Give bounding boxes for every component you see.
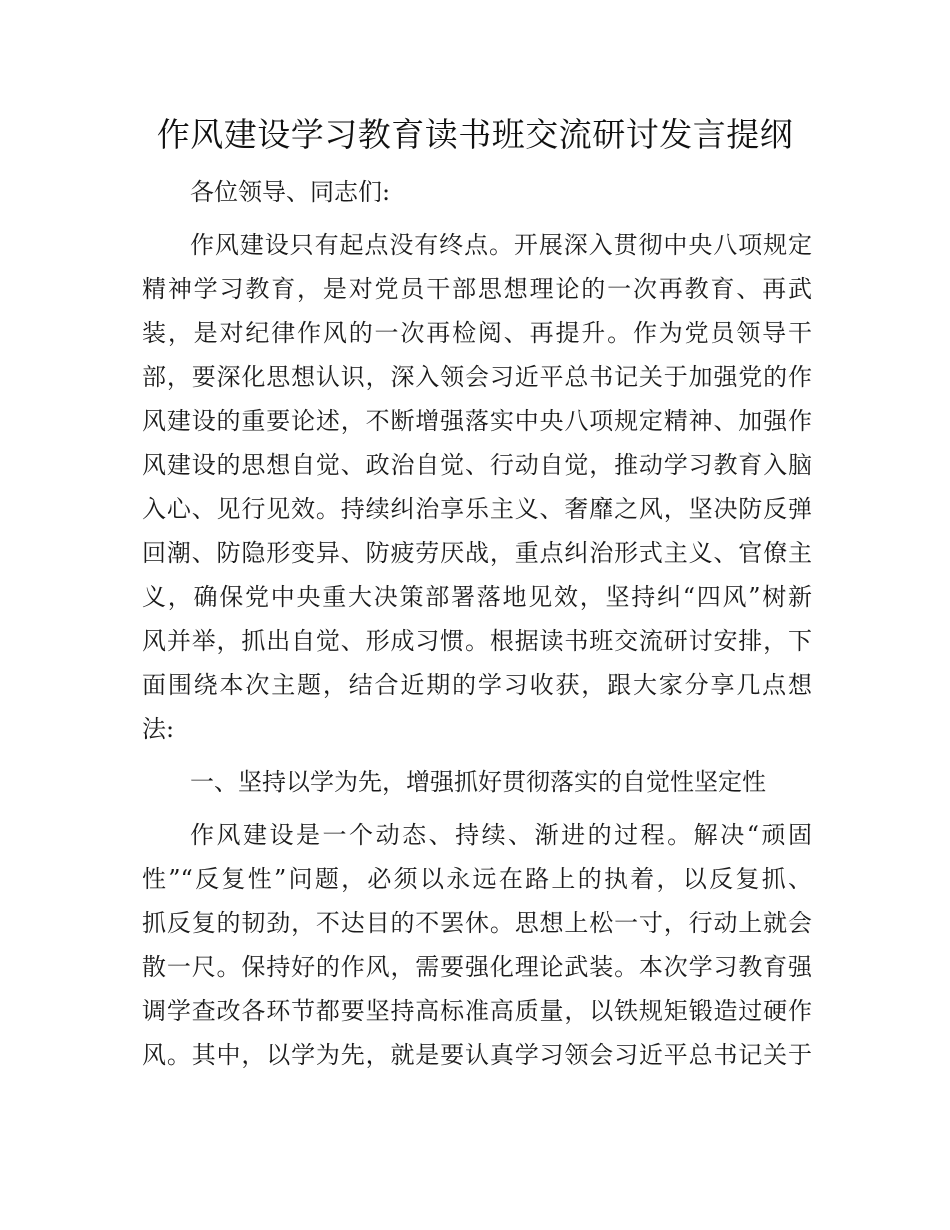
paragraph-line: 法: — [142, 715, 175, 743]
section-heading: 一、坚持以学为先，增强抓好贯彻落实的自觉性坚定性 — [190, 768, 766, 796]
paragraph-line: 调学查改各环节都要坚持高标准高质量，以铁规矩锻造过硬作 — [142, 997, 812, 1025]
paragraph-line: 散一尺。保持好的作风，需要强化理论武装。本次学习教育强 — [142, 953, 812, 981]
paragraph-line: 作风建设只有起点没有终点。开展深入贯彻中央八项规定 — [190, 231, 812, 259]
salutation: 各位领导、同志们: — [190, 178, 391, 206]
paragraph-line: 回潮、防隐形变异、防疲劳厌战，重点纠治形式主义、官僚主 — [142, 539, 812, 567]
paragraph-line: 面围绕本次主题，结合近期的学习收获，跟大家分享几点想 — [142, 671, 812, 699]
paragraph-line: 抓反复的韧劲，不达目的不罢休。思想上松一寸，行动上就会 — [142, 909, 812, 937]
paragraph-line: 风建设的重要论述，不断增强落实中央八项规定精神、加强作 — [142, 407, 812, 435]
paragraph-line: 部，要深化思想认识，深入领会习近平总书记关于加强党的作 — [142, 363, 812, 391]
paragraph-line: 作风建设是一个动态、持续、渐进的过程。解决“顽固 — [190, 821, 812, 849]
paragraph-line: 入心、见行见效。持续纠治享乐主义、奢靡之风，坚决防反弹 — [142, 495, 812, 523]
paragraph-line: 装，是对纪律作风的一次再检阅、再提升。作为党员领导干 — [142, 319, 812, 347]
paragraph-line: 义，确保党中央重大决策部署落地见效，坚持纠“四风”树新 — [142, 583, 812, 611]
document-title: 作风建设学习教育读书班交流研讨发言提纲 — [156, 115, 794, 154]
paragraph-line: 风并举，抓出自觉、形成习惯。根据读书班交流研讨安排，下 — [142, 627, 812, 655]
paragraph-line: 风。其中，以学为先，就是要认真学习领会习近平总书记关于 — [142, 1041, 812, 1069]
paragraph-line: 风建设的思想自觉、政治自觉、行动自觉，推动学习教育入脑 — [142, 451, 812, 479]
paragraph-line: 精神学习教育，是对党员干部思想理论的一次再教育、再武 — [142, 275, 812, 303]
paragraph-line: 性”“反复性”问题，必须以永远在路上的执着，以反复抓、 — [142, 865, 812, 893]
